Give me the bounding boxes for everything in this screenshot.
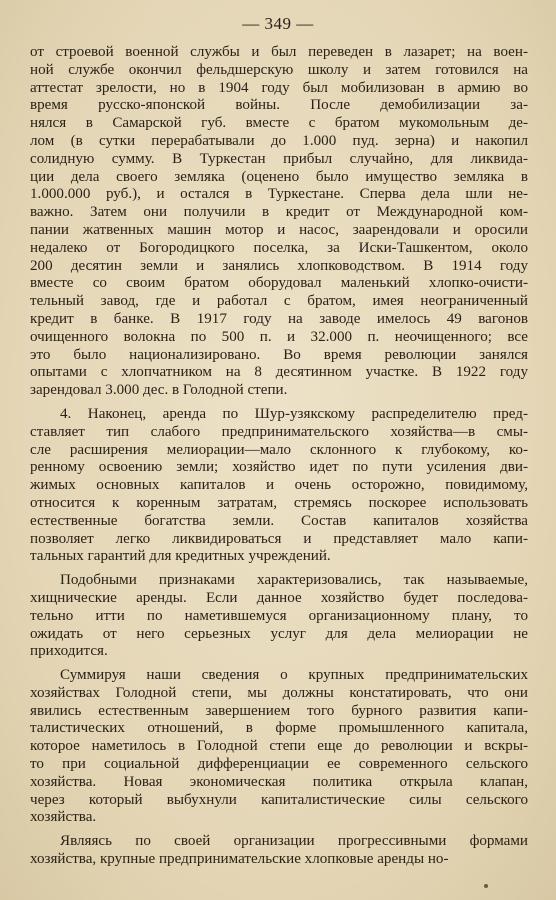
text-line: от строевой военной службы и был переведен в лазарет; на воен- xyxy=(30,44,528,60)
text-line: ренному освоению земли; хозяйство идет по пути усиления дви- xyxy=(30,459,528,476)
text-line: относится к коренным затратам, стремясь поскорее использовать xyxy=(30,494,528,511)
page-number: — 349 — xyxy=(242,14,314,33)
text-line: Являясь по своей организации прогрессивными формами xyxy=(60,833,528,850)
text-line: то при социальной дифференциации ее современного сельского xyxy=(30,756,528,773)
text-line: хищнические аренды. Если данное хозяйство будет последова- xyxy=(30,589,528,606)
paragraph-predatory-leases xyxy=(30,572,528,661)
text-line: ции дела своего земляка (оценено было имущество земляка в xyxy=(30,168,528,185)
paragraph-summary xyxy=(30,667,528,827)
text-line: лом (в сутки перерабатывали до 1.000 пуд. зерна) и накопил xyxy=(30,132,528,149)
text-line: приходится. xyxy=(30,643,108,660)
paragraph-item-4 xyxy=(30,406,528,566)
text-line: хозяйства. xyxy=(30,809,97,826)
text-line: тельно итти по наметившемуся организационному плану, то xyxy=(30,607,528,624)
text-line: важно. Затем они получили в кредит от Международной ком- xyxy=(30,204,528,221)
text-line: сле расширения мелиорации—мало склонного к глубокому, ко- xyxy=(30,441,528,458)
text-line: вместе со своим братом оборудовал маленький хлопко-очисти- xyxy=(30,275,528,292)
text-line: которое наметилось в Голодной степи еще до революции и вскры- xyxy=(30,738,528,755)
text-line: 4. Наконец, аренда по Шур-узякскому распределителю пред- xyxy=(60,405,528,422)
text-line: очищенного волокна по 500 п. и 32.000 п. неочищенного; все xyxy=(30,328,528,345)
text-line: недалеко от Богородицкого поселка, за Иски-Ташкентом, около xyxy=(30,239,528,256)
text-line: время русско-японской войны. После демобилизации за- xyxy=(30,97,528,114)
text-line: жимых основных капиталов и очень осторожно, повидимому, xyxy=(30,477,528,494)
text-line: нялся в Самарской губ. вместе с братом мукомольным де- xyxy=(30,115,528,132)
text-line: аттестат зрелости, но в 1904 году был мобилизован в армию во xyxy=(30,79,528,96)
text-line: тельный завод, где и работал с братом, имея неограниченный xyxy=(30,293,528,310)
text-line: пании жатвенных машин мотор и насос, заарендовали и оросили xyxy=(30,221,528,238)
text-line: хозяйства. Новая экономическая политика открыла клапан, xyxy=(30,773,528,790)
text-line: солидную сумму. В Туркестан прибыл случайно, для ликвида- xyxy=(30,150,528,167)
text-line: хозяйствах Голодной степи, мы должны констатировать, что они xyxy=(30,684,528,701)
text-line: Суммируя наши сведения о крупных предпринимательских xyxy=(60,667,528,684)
text-line: хозяйства, крупные предпринимательские хлопковые аренды но- xyxy=(30,851,449,868)
text-line: тальных гарантий для кредитных учреждений. xyxy=(30,548,331,565)
text-line: позволяет легко ликвидироваться и представляет мало капи- xyxy=(30,530,528,547)
text-line: зарендовал 3.000 дес. в Голодной степи. xyxy=(30,382,288,399)
text-line: это было национализировано. Во время революции занялся xyxy=(30,346,528,363)
text-line: естественные богатства земли. Состав капиталов хозяйства xyxy=(30,512,528,529)
body-text xyxy=(30,44,528,869)
text-line: 200 десятин земли и занялись хлопководством. В 1914 году xyxy=(30,257,528,274)
paragraph-continuation xyxy=(30,44,528,400)
text-line: кредит в банке. В 1917 году на заводе имелось 49 вагонов xyxy=(30,310,528,327)
ink-speck xyxy=(484,884,488,888)
text-line: опытами с хлопчатником на 8 десятинном участке. В 1922 году xyxy=(30,364,528,381)
text-line: ожидать от него серьезных услуг для дела мелиорации не xyxy=(30,625,528,642)
text-line: 1.000.000 руб.), и остался в Туркестане. Сперва дела шли не- xyxy=(30,186,528,203)
paragraph-final xyxy=(30,833,528,869)
text-line: ной службе окончил фельдшерскую школу и затем готовился на xyxy=(30,61,528,78)
text-line: талистических отношений, в форме промышленного капитала, xyxy=(30,720,528,737)
text-line: Подобными признаками характеризовались, так называемые, xyxy=(60,572,528,589)
text-line: через который выбухнули капиталистические силы сельского xyxy=(30,791,528,808)
text-line: явились естественным завершением того бурного развития капи- xyxy=(30,702,528,719)
text-line: ставляет тип слабого предпринимательского хозяйства—в смы- xyxy=(30,423,528,440)
